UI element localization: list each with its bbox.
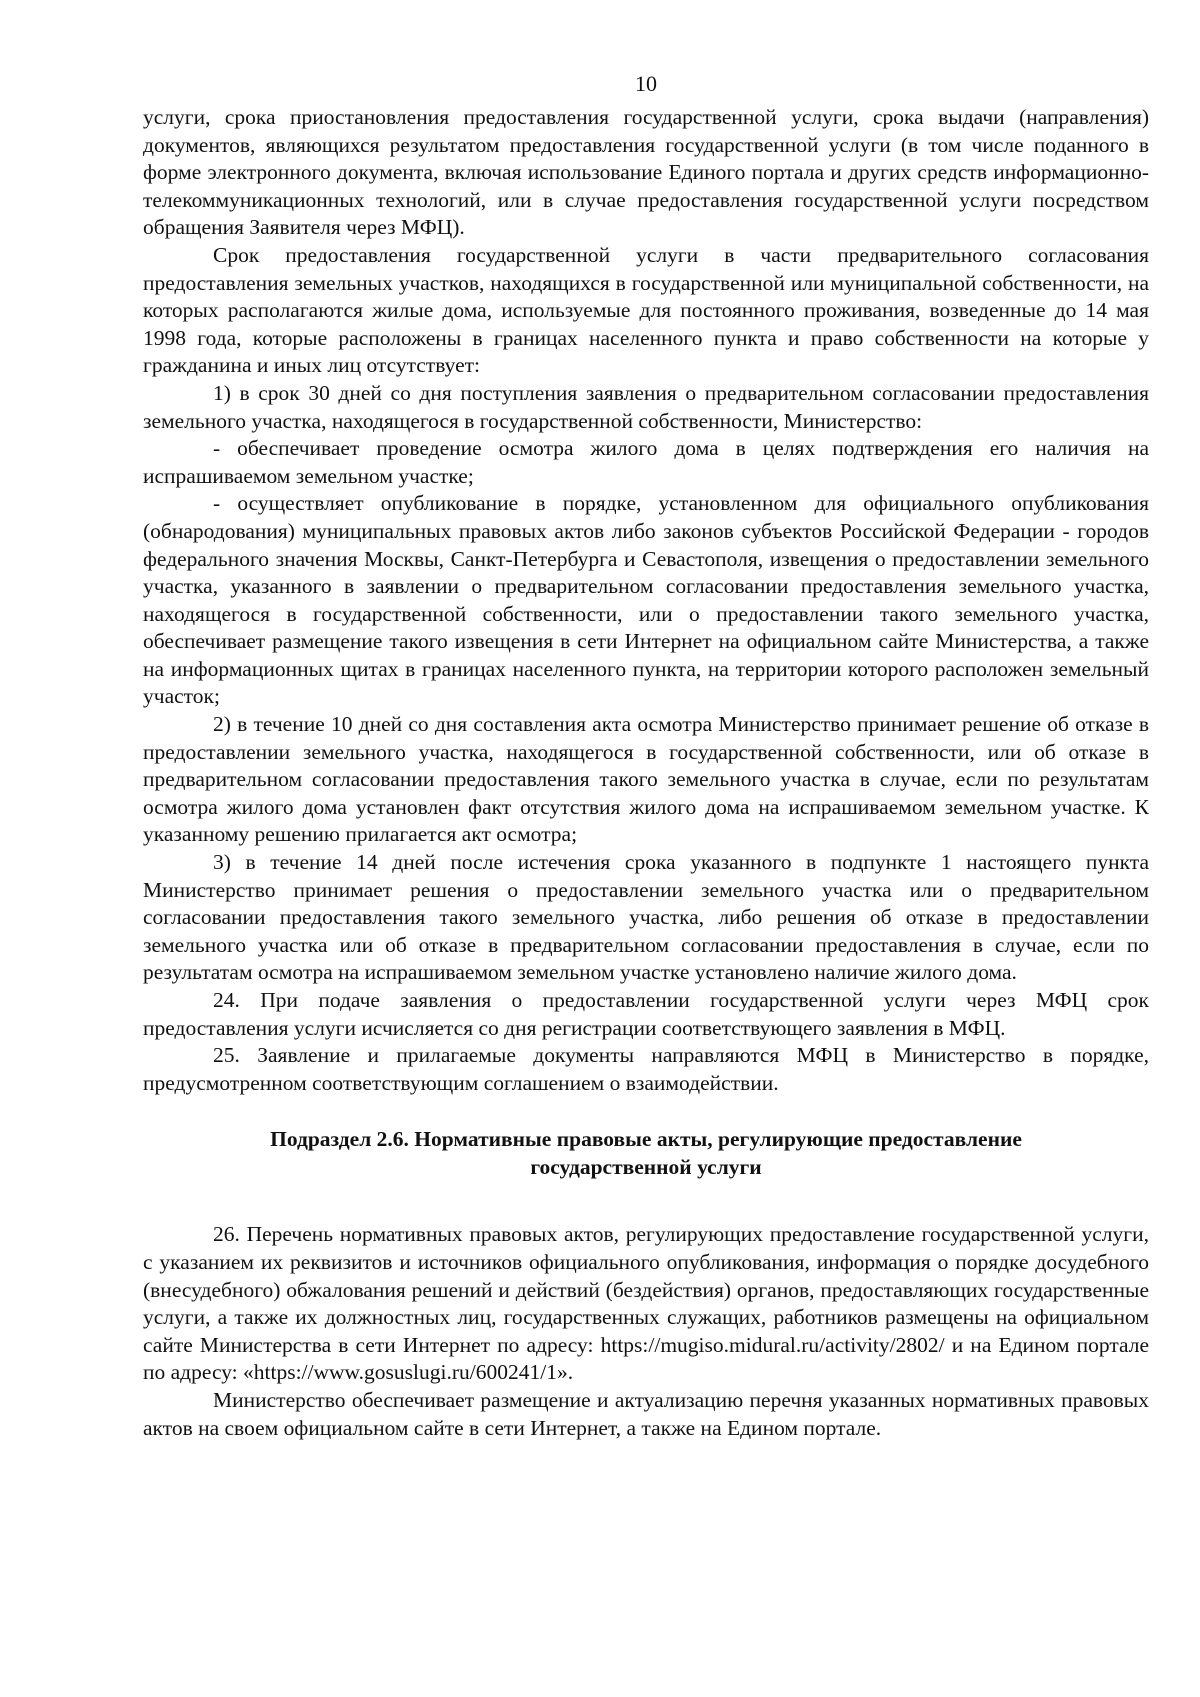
- paragraph: 24. При подаче заявления о предоставлении государственной услуги через МФЦ срок предоставления услуги исчисляется со дня регистрации соответствующего заявления в МФЦ.: [143, 988, 1149, 1040]
- paragraph: 3) в течение 14 дней после истечения срока указанного в подпункте 1 настоящего пункта Министерство принимает решения о предоставлении земельного участка или о предварительном согласовании предоставления такого земельного участка, либо решения об отказе в предоставлении земельного участка или об отказе в предварительном согласовании предоставления в случае, если по результатам осмотра на испрашиваемом земельном участке установлено наличие жилого дома.: [143, 850, 1149, 985]
- paragraph: услуги, срока приостановления предоставления государственной услуги, срока выдачи (направления) документов, являющихся результатом предоставления государственной услуги (в том числе поданного в форме электронного документа, включая использование Единого портала и других средств информационно-телекоммуникационных технологий, или в случае предоставления государственной услуги посредством обращения Заявителя через МФЦ).: [143, 105, 1149, 240]
- paragraph: - обеспечивает проведение осмотра жилого дома в целях подтверждения его наличия на испрашиваемом земельном участке;: [143, 436, 1149, 488]
- section-heading-line-2: государственной услуги: [530, 1155, 762, 1180]
- paragraph: Министерство обеспечивает размещение и актуализацию перечня указанных нормативных правовых актов на своем официальном сайте в сети Интернет, а также на Едином портале.: [143, 1387, 1149, 1440]
- paragraph: Срок предоставления государственной услуги в части предварительного согласования предоставления земельных участков, находящихся в государственной или муниципальной собственности, на которых располагаются жилые дома, используемые для постоянного проживания, возведенные до 14 мая 1998 года, которые расположены в границах населенного пункта и право собственности на которые у гражданина и иных лиц отсутствует:: [143, 242, 1149, 378]
- page-number: 10: [635, 71, 657, 96]
- document-page: [143, 70, 1149, 1442]
- paragraph: - осуществляет опубликование в порядке, установленном для официального опубликования (обнародования) муниципальных правовых актов либо законов субъектов Российской Федерации - городов федерального значения Москвы, Санкт-Петербурга и Севастополя, извещения о предоставлении земельного участка, указанного в заявлении о предварительном согласовании предоставления земельного участка, находящегося в государственной собственности, или о предоставлении такого земельного участка, обеспечивает размещение такого извещения в сети Интернет на официальном сайте Министерства, а также на информационных щитах в границах населенного пункта, на территории которого расположен земельный участок;: [143, 491, 1149, 709]
- section-heading: [143, 1125, 1149, 1181]
- paragraph: 26. Перечень нормативных правовых актов, регулирующих предоставление государственной услуги, с указанием их реквизитов и источников официального опубликования, информация о порядке досудебного (внесудебного) обжалования решений и действий (бездействия) органов, предоставляющих государственные услуги, а также их должностных лиц, государственных служащих, работников размещены на официальном сайте Министерства в сети Интернет по адресу: https://mugiso.midural.ru/activity/2802/ и на Едином портале по адресу: «https://www.gosuslugi.ru/600241/1».: [143, 1222, 1149, 1385]
- paragraph: 25. Заявление и прилагаемые документы направляются МФЦ в Министерство в порядке, предусмотренном соответствующим соглашением о взаимодействии.: [143, 1043, 1149, 1095]
- section-heading-line-1: Подраздел 2.6. Нормативные правовые акты, регулирующие предоставление: [270, 1127, 1022, 1152]
- paragraph: 2) в течение 10 дней со дня составления акта осмотра Министерство принимает решение об отказе в предоставлении земельного участка, находящегося в государственной собственности, или об отказе в предварительном согласовании предоставления такого земельного участка в случае, если по результатам осмотра жилого дома установлен факт отсутствия жилого дома на испрашиваемом земельном участке. К указанному решению прилагается акт осмотра;: [143, 712, 1149, 847]
- paragraph: 1) в срок 30 дней со дня поступления заявления о предварительном согласовании предоставления земельного участка, находящегося в государственной собственности, Министерство:: [143, 380, 1149, 433]
